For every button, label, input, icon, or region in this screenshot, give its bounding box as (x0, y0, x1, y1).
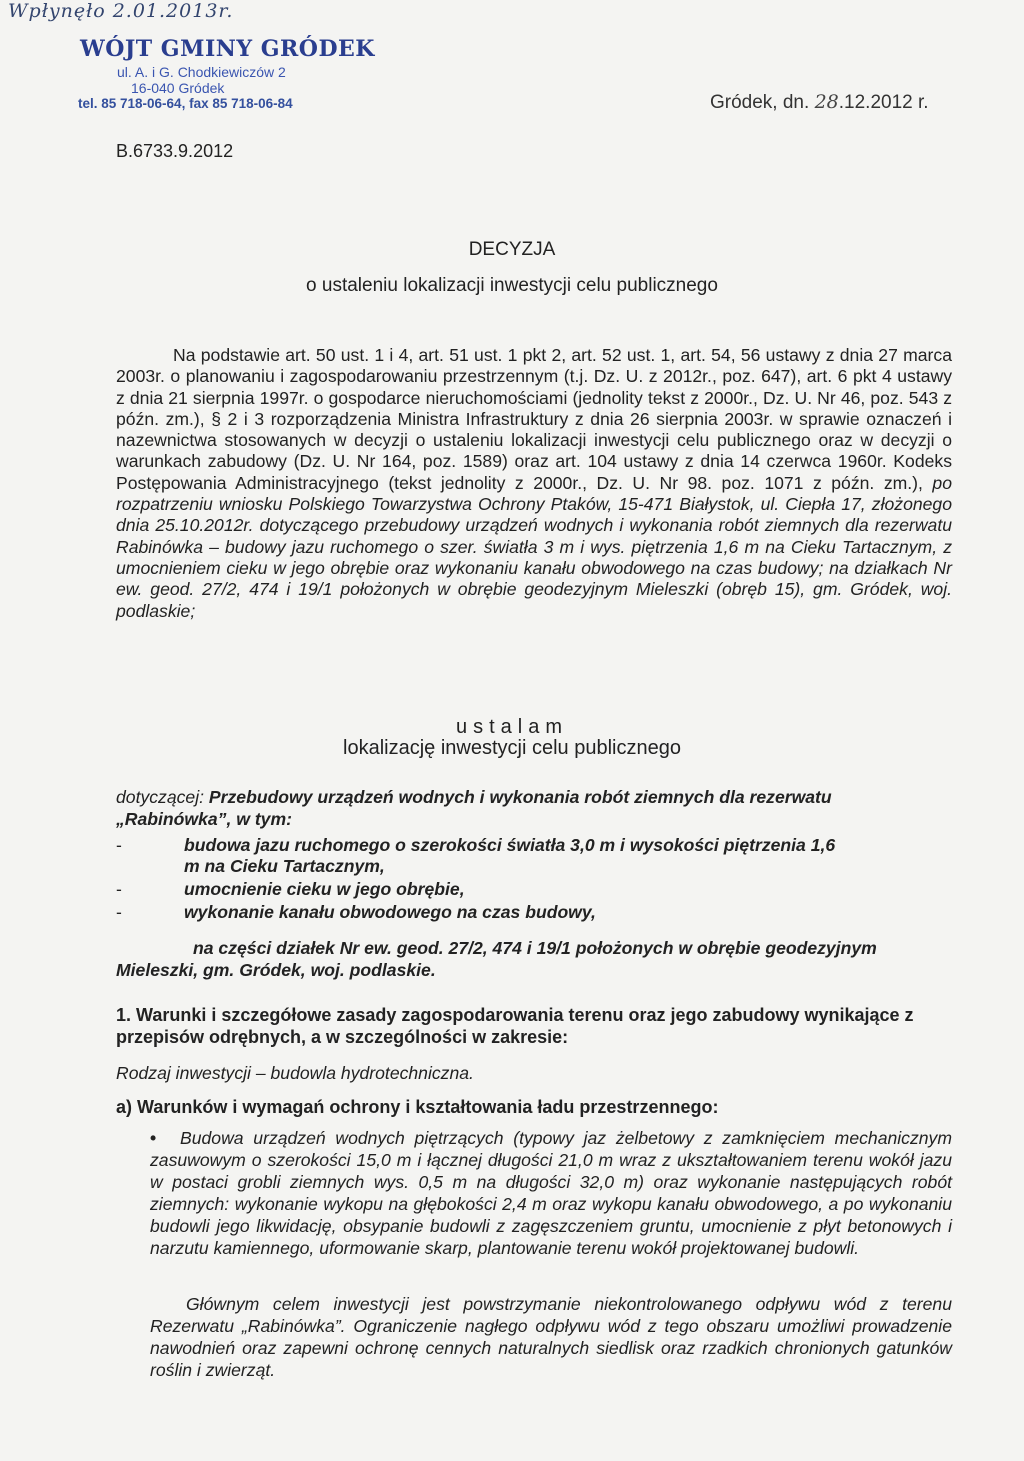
document-date (710, 91, 929, 114)
investment-purpose: Głównym celem inwestycji jest powstrzymanie niekontrolowanego odpływu wód z terenu Rezerwatu „Rabinówka”. Ograniczenie nagłego odpływu wód z tego obszaru umożliwi prowadzenie nawodnień oraz zapewni ochronę cennych naturalnych siedlisk oraz rzadkich chronionych gatunków roślin i zwierząt. (150, 1294, 952, 1380)
date-rest: .12.2012 r. (838, 92, 929, 113)
concerning-title-1: Przebudowy urządzeń wodnych i wykonania robót ziemnych dla rezerwatu (208, 787, 832, 807)
list-dash: - (116, 902, 122, 922)
date-day-handwritten: 28 (814, 91, 839, 113)
subsection-a-heading: a) Warunków i wymagań ochrony i kształtowania ładu przestrzennego: (116, 1097, 719, 1117)
received-note: Wpłynęło 2.01.2013r. (8, 0, 234, 22)
section-1-heading: 1. Warunki i szczegółowe zasady zagospodarowania terenu oraz jego zabudowy wynikające z przepisów odrębnych, a w szczególności w zakresie: (116, 1005, 914, 1047)
concerning-line (116, 787, 832, 808)
list-item (116, 902, 596, 923)
list-dash: - (116, 835, 122, 855)
office-address-city: 16-040 Gródek (131, 80, 225, 96)
legal-basis-text: Na podstawie art. 50 ust. 1 i 4, art. 51 ust. 1 pkt 2, art. 52 ust. 1, art. 54, 56 ustawy z dnia 27 marca 2003r. o planowaniu i zagospodarowaniu przestrzennym (t.j. Dz. U. z 2012r., poz. 647), art. 6 pkt 4 ustawy z dnia 21 sierpnia 1997r. o gospodarce nieruchomościami (jednolity tekst z 2000r., Dz. U. Nr 46, poz. 543 z późn. zm.), § 2 i 3 rozporządzenia Ministra Infrastruktury z dnia 26 sierpnia 2003r. w sprawie oznaczeń i nazewnictwa stosowanych w decyzji o ustaleniu lokalizacji inwestycji celu publicznego oraz w decyzji o warunkach zabudowy (Dz. U. Nr 164, poz. 1589) oraz art. 104 ustawy z dnia 14 czerwca 1960r. Kodeks Postępowania Administracyjnego (tekst jednolity z 2000r., Dz. U. Nr 98. poz. 1071 z późn. zm.), (116, 345, 952, 493)
construction-description (150, 1128, 952, 1259)
decision-object: lokalizację inwestycji celu publicznego (343, 737, 681, 759)
list-item (116, 835, 946, 856)
document-subtitle: o ustaleniu lokalizacji inwestycji celu publicznego (306, 275, 718, 296)
list-dash: - (116, 879, 122, 899)
list-item-text: budowa jazu ruchomego o szerokości światła 3,0 m i wysokości piętrzenia 1,6 (184, 835, 836, 855)
office-address-street: ul. A. i G. Chodkiewiczów 2 (117, 64, 286, 80)
parcels-statement: na części działek Nr ew. geod. 27/2, 474 i 19/1 położonych w obrębie geodezyjnym Mieleszki, gm. Gródek, woj. podlaskie. (116, 938, 877, 980)
list-item-text: umocnienie cieku w jego obrębie, (184, 879, 465, 899)
investment-kind: Rodzaj inwestycji – budowla hydrotechniczna. (116, 1063, 474, 1083)
list-item (116, 879, 465, 900)
concerning-title-2: „Rabinówka”, w tym: (116, 809, 292, 829)
decision-word: ustalam (455, 716, 569, 738)
concerning-label: dotyczącej: (116, 787, 205, 807)
date-prefix: Gródek, dn. (710, 92, 810, 113)
list-item-continuation: m na Cieku Tartacznym, (184, 856, 385, 876)
office-name: WÓJT GMINY GRÓDEK (80, 36, 375, 62)
list-item-text: wykonanie kanału obwodowego na czas budowy, (184, 902, 596, 922)
legal-basis-paragraph (116, 345, 952, 622)
construction-description-text: Budowa urządzeń wodnych piętrzących (typowy jaz żelbetowy z zamknięciem mechanicznym zasuwowym o szerokości 15,0 m i łącznej długości 21,0 m wraz z ukształtowaniem terenu wokół jazu w postaci grobli ziemnych wys. 0,5 m na długości 32,0 m) oraz wykonanie następujących robót ziemnych: wykonanie wykopu na głębokości 2,4 m oraz wykopu kanału obwodowego, a po wykonaniu budowli jego likwidację, obsypanie budowli z zagęszczeniem gruntu, umocnienie z płyt betonowych i narzutu kamiennego, uformowanie skarp, plantowanie terenu wokół projektowanej budowli. (150, 1128, 952, 1258)
bullet-icon: • (150, 1128, 157, 1148)
application-text: po rozpatrzeniu wniosku Polskiego Towarzystwa Ochrony Ptaków, 15-471 Białystok, ul. Ciepła 17, złożonego dnia 25.10.2012r. dotyczącego przebudowy urządzeń wodnych i wykonania robót ziemnych dla rezerwatu Rabinówka – budowy jazu ruchomego o szer. światła 3 m i wys. piętrzenia 1,6 m na Cieku Tartacznym, z umocnieniem cieku w jego obrębie oraz wykonaniu kanału obwodowego na czas budowy; na działkach Nr ew. geod. 27/2, 474 i 19/1 położonych w obrębie geodezyjnym Mieleszki (obręb 15), gm. Gródek, woj. podlaskie; (116, 472, 952, 621)
reference-number: B.6733.9.2012 (116, 141, 234, 161)
document-title: DECYZJA (468, 239, 556, 260)
office-contact: tel. 85 718-06-64, fax 85 718-06-84 (78, 96, 293, 111)
